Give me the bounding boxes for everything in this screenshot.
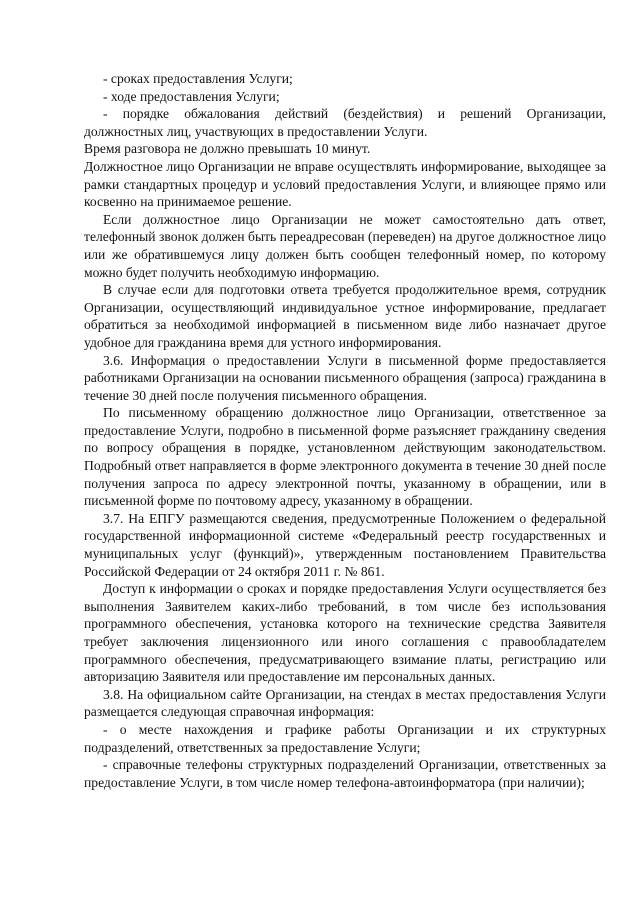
- paragraph-written-reply: По письменному обращению должностное лицо Организации, ответственное за предоставление Услуги, подробно в письменной форме разъясняет гражданину сведения по вопросу обращения в порядке, установленном действующим законодательством. Подробный ответ направляется в форме электронного документа в течение 30 дней после получения запроса по адресу электронной почты, указанному в обращении, или в письменной форме по почтовому адресу, указанному в обращении.: [84, 405, 606, 509]
- list-item-progress: - ходе предоставления Услуги;: [103, 88, 280, 104]
- paragraph-3-7: 3.7. На ЕПГУ размещаются сведения, предусмотренные Положением о федеральной государственной информационной системе «Федеральный реестр государственных и муниципальных услуг (функций)», утвержденным постановлением Правительства Российской Федерации от 24 октября 2011 г. № 861.: [84, 510, 606, 579]
- list-item-phones: - справочные телефоны структурных подразделений Организации, ответственных за предоставление Услуги, в том числе номер телефона-автоинформатора (при наличии);: [84, 757, 606, 790]
- paragraph-3-8: 3.8. На официальном сайте Организации, на стендах в местах предоставления Услуги размещается следующая справочная информация:: [84, 686, 606, 720]
- list-item-appeal-procedure: - порядке обжалования действий (бездействия) и решений Организации, должностных лиц, участвующих в предоставлении Услуги.: [84, 106, 606, 139]
- paragraph-call-duration: Время разговора не должно превышать 10 минут.: [84, 141, 371, 157]
- paragraph-3-6: 3.6. Информация о предоставлении Услуги в письменной форме предоставляется работниками Организации на основании письменного обращения (запроса) гражданина в течение 30 дней после получения письменного обращения.: [84, 352, 606, 403]
- paragraph-access-info: Доступ к информации о сроках и порядке предоставления Услуги осуществляется без выполнения Заявителем каких-либо требований, в том числе без использования программного обеспечения, установка которого на технические средства Заявителя требует заключения лицензионного или иного соглашения с правообладателем программного обеспечения, предусматривающего взимание платы, регистрацию или авторизацию Заявителя или предоставление им персональных данных.: [84, 581, 606, 685]
- paragraph-official-limits: Должностное лицо Организации не вправе осуществлять информирование, выходящее за рамки стандартных процедур и условий предоставления Услуги, и влияющее прямо или косвенно на принимаемое решение.: [84, 158, 606, 210]
- paragraph-long-preparation: В случае если для подготовки ответа требуется продолжительное время, сотрудник Организации, осуществляющий индивидуальное устное информирование, предлагает обратиться за необходимой информацией в письменном виде либо назначает другое удобное для гражданина время для устного информирования.: [84, 282, 606, 350]
- list-item-deadlines: - сроках предоставления Услуги;: [103, 71, 293, 86]
- list-item-location: - о месте нахождения и графике работы Организации и их структурных подразделений, ответственных за предоставление Услуги;: [84, 721, 606, 755]
- paragraph-call-redirect: Если должностное лицо Организации не может самостоятельно дать ответ, телефонный звонок должен быть переадресован (переведен) на другое должностное лицо или же обратившемуся лицу должен быть сообщен телефонный номер, по которому можно будет получить необходимую информацию.: [84, 211, 606, 280]
